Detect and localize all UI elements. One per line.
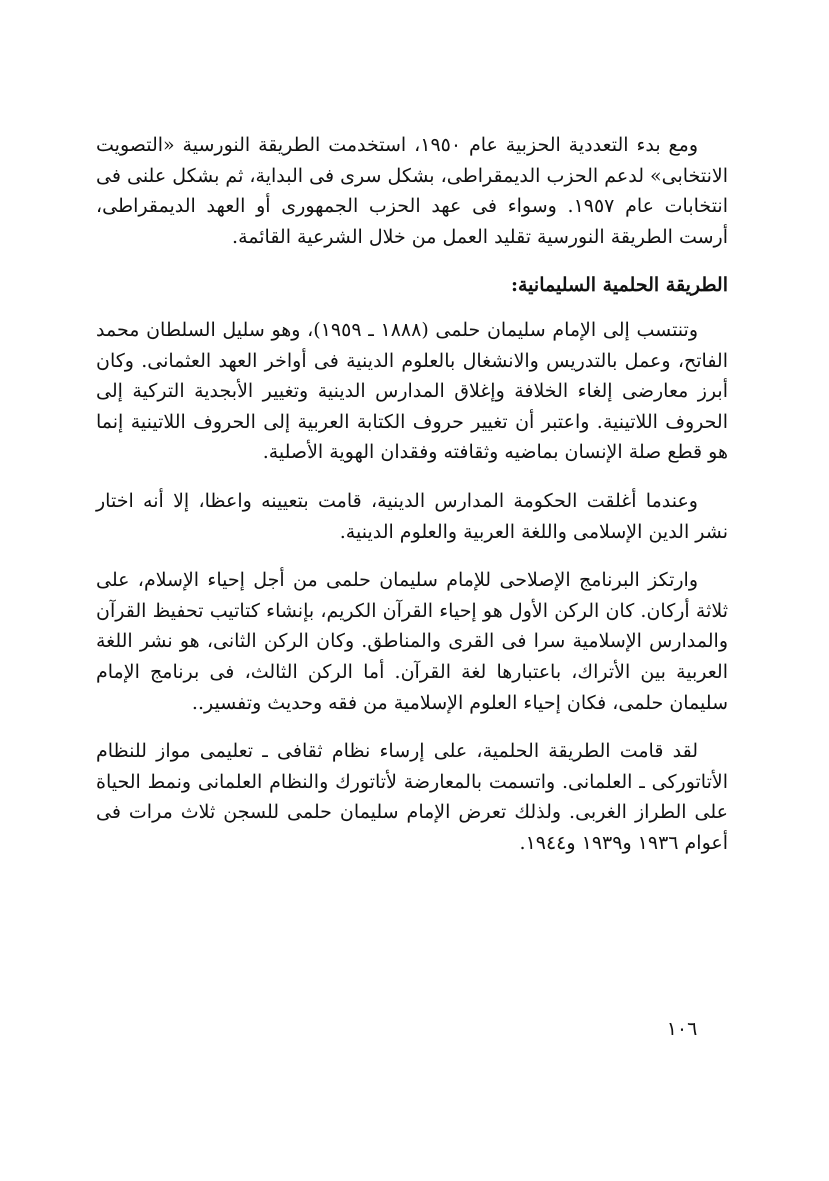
page-body	[96, 130, 728, 876]
paragraph-reform-program: وارتكز البرنامج الإصلاحى للإمام سليمان حلمى من أجل إحياء الإسلام، على ثلاثة أركان. كان الركن الأول هو إحياء القرآن الكريم، بإنشاء كتاتيب تحفيظ القرآن والمدارس الإسلامية سرا فى القرى والمناطق. وكان الركن الثانى، هو نشر اللغة العربية بين الأتراك، باعتبارها لغة القرآن. أما الركن الثالث، فى برنامج الإمام سليمان حلمى، فكان إحياء العلوم الإسلامية من فقه وحديث وتفسير..	[96, 569, 728, 714]
page-number: ١٠٦	[666, 1018, 698, 1040]
paragraph-nursi-voting: ومع بدء التعددية الحزبية عام ١٩٥٠، استخدمت الطريقة النورسية «التصويت الانتخابى» لدعم الحزب الديمقراطى، بشكل سرى فى البداية، ثم بشكل علنى فى انتخابات عام ١٩٥٧. وسواء فى عهد الحزب الجمهورى أو العهد الديمقراطى، أرست الطريقة النورسية تقليد العمل من خلال الشرعية القائمة.	[96, 134, 728, 248]
paragraph-suleyman-hilmi-origin: وتنتسب إلى الإمام سليمان حلمى (١٨٨٨ ـ ١٩٥٩)، وهو سليل السلطان محمد الفاتح، وعمل بالتدريس والانشغال بالعلوم الدينية فى أواخر العهد العثمانى. وكان أبرز معارضى إلغاء الخلافة وإغلاق المدارس الدينية وتغيير الأبجدية التركية إلى الحروف اللاتينية. واعتبر أن تغيير حروف الكتابة العربية إلى الحروف اللاتينية إنما هو قطع صلة الإنسان بماضيه وثقافته وفقدان الهوية الأصلية.	[96, 318, 728, 464]
paragraph-parallel-system: لقد قامت الطريقة الحلمية، على إرساء نظام ثقافى ـ تعليمى مواز للنظام الأتاتوركى ـ العلمانى. واتسمت بالمعارضة لأتاتورك والنظام العلمانى ونمط الحياة على الطراز الغربى. ولذلك تعرض الإمام سليمان حلمى للسجن ثلاث مرات فى أعوام ١٩٣٦ و١٩٣٩ و١٩٤٤.	[96, 740, 728, 854]
paragraph-religious-schools: وعندما أغلقت الحكومة المدارس الدينية، قامت بتعيينه واعظا، إلا أنه اختار نشر الدين الإسلامى واللغة العربية والعلوم الدينية.	[96, 489, 728, 543]
section-heading: الطريقة الحلمية السليمانية:	[510, 274, 728, 297]
